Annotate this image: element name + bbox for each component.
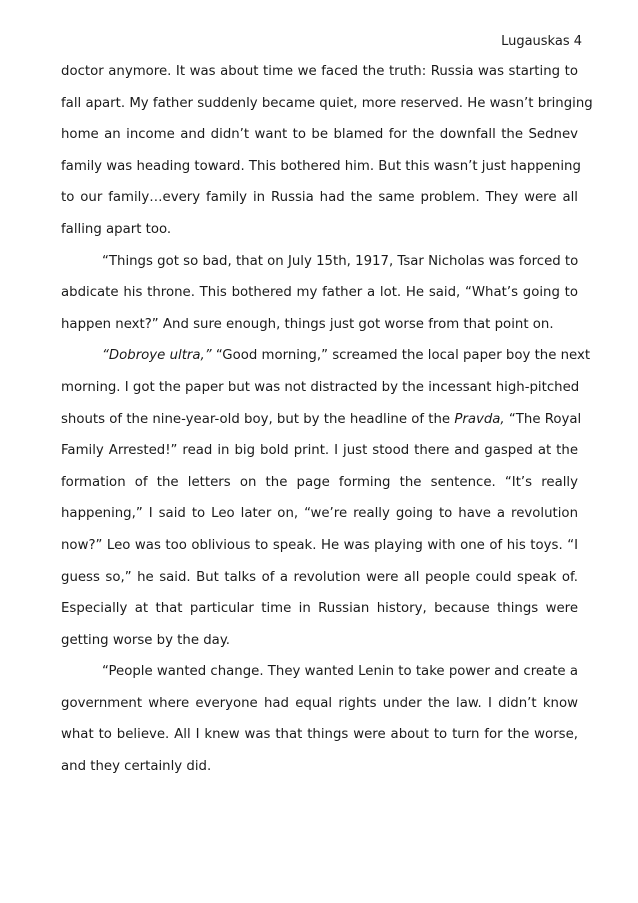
text-line: “People wanted change. They wanted Lenin to take power and create a	[102, 664, 578, 680]
text-line: doctor anymore. It was about time we faced the truth: Russia was starting to	[61, 64, 578, 79]
text-line: fall apart. My father suddenly became quiet, more reserved. He wasn’t bringing	[61, 95, 593, 111]
italic-newspaper-title: Pravda,	[454, 411, 505, 427]
text-line: falling apart too.	[61, 221, 172, 237]
text-run: shouts of the nine-year-old boy, but by the headline of the	[61, 411, 455, 427]
text-line: abdicate his throne. This bothered my father a lot. He said, “What’s going to	[61, 285, 578, 301]
text-run: “The Royal	[504, 411, 582, 427]
text-line: “Things got so bad, that on July 15th, 1917, Tsar Nicholas was forced to	[102, 253, 579, 269]
text-line: getting worse by the day.	[61, 632, 231, 648]
text-line: family was heading toward. This bothered him. But this wasn’t just happening	[61, 158, 581, 174]
running-head: Lugauskas 4	[501, 34, 582, 49]
text-line	[61, 346, 591, 378]
text-line: happening,” I said to Leo later on, “we’re really going to have a revolution	[61, 506, 578, 522]
text-line: what to believe. All I knew was that things were about to turn for the worse,	[61, 727, 578, 743]
text-run: “Good morning,” screamed the local paper boy the next	[211, 348, 591, 364]
text-line: Family Arrested!” read in big bold print. I just stood there and gasped at the	[61, 443, 578, 459]
italic-phrase: “Dobroye ultra,”	[102, 348, 212, 364]
text-line: now?” Leo was too oblivious to speak. He was playing with one of his toys. “I	[61, 537, 578, 553]
text-line: Especially at that particular time in Russian history, because things were	[61, 601, 578, 617]
text-line: to our family…every family in Russia had the same problem. They were all	[61, 190, 578, 206]
text-line: happen next?” And sure enough, things just got worse from that point on.	[61, 316, 554, 332]
text-line: government where everyone had equal rights under the law. I didn’t know	[61, 695, 578, 711]
text-line: and they certainly did.	[61, 759, 212, 775]
text-line: guess so,” he said. But talks of a revolution were all people could speak of.	[61, 569, 578, 585]
text-line: home an income and didn’t want to be blamed for the downfall the Sednev	[61, 127, 578, 143]
document-body	[61, 62, 593, 789]
text-line: formation of the letters on the page forming the sentence. “It’s really	[61, 474, 578, 490]
text-line: morning. I got the paper but was not distracted by the incessant high-pitched	[61, 379, 580, 395]
text-line	[61, 410, 582, 442]
